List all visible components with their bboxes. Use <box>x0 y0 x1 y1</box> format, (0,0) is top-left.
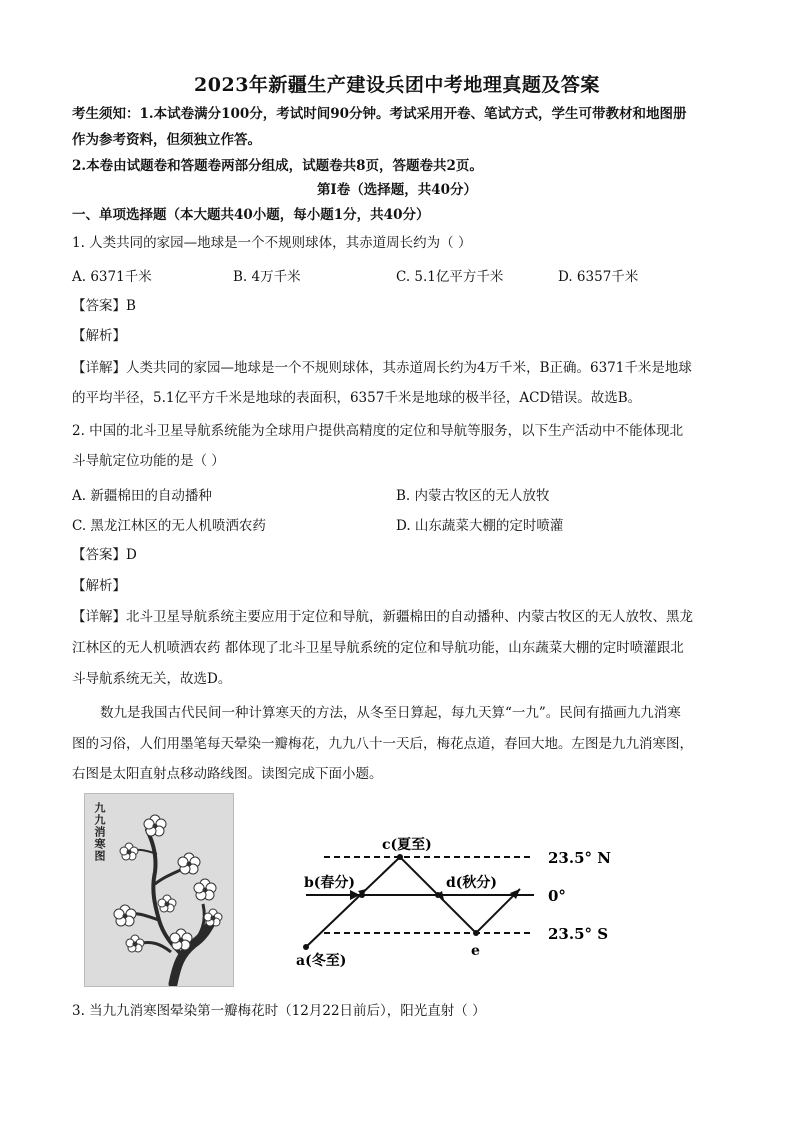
q1-stem: 1. 人类共同的家园—地球是一个不规则球体，其赤道周长约为（ ） <box>72 235 472 251</box>
q2-option-d: D. 山东蔬菜大棚的定时喷灌 <box>396 518 564 534</box>
passage-line-2: 图的习俗，人们用墨笔每天晕染一瓣梅花，九九八十一天后，梅花点道，春回大地。左图是九九消寒图， <box>72 736 693 752</box>
part1-title: 一、单项选择题（本大题共40小题，每小题1分，共40分） <box>72 207 430 223</box>
label-e: e <box>471 943 480 959</box>
passage-line-3: 右图是太阳直射点移动路线图。读图完成下面小题。 <box>72 766 383 782</box>
q2-option-a: A. 新疆棉田的自动播种 <box>72 488 212 504</box>
lat-north-label: 23.5° N <box>548 849 611 867</box>
q1-answer: 【答案】B <box>72 298 136 314</box>
figure-left-caption: 九九消寒图 <box>93 802 106 862</box>
q3-stem: 3. 当九九消寒图晕染第一瓣梅花时（12月22日前后），阳光直射（ ） <box>72 1003 486 1019</box>
plum-blossom-icon <box>85 794 233 986</box>
label-a: a(冬至) <box>296 953 347 969</box>
q2-answer: 【答案】D <box>72 547 137 563</box>
lat-equator-label: 0° <box>548 887 566 905</box>
q1-option-a: A. 6371千米 <box>72 269 152 285</box>
lat-south-label: 23.5° S <box>548 925 609 943</box>
q2-option-c: C. 黑龙江林区的无人机喷洒农药 <box>72 518 266 534</box>
q2-stem-line-2: 斗导航定位功能的是（ ） <box>72 453 225 469</box>
notice-line-3: 2.本卷由试题卷和答题卷两部分组成，试题卷共8页，答题卷共2页。 <box>72 158 483 174</box>
q2-option-b: B. 内蒙古牧区的无人放牧 <box>396 488 550 504</box>
label-d: d(秋分) <box>446 875 498 891</box>
point-e <box>473 930 479 936</box>
notice-line-1: 考生须知：1.本试卷满分100分，考试时间90分钟。考试采用开卷、笔试方式，学生可带教材和地图册 <box>72 106 687 122</box>
q2-detail-line-2: 江林区的无人机喷洒农药 都体现了北斗卫星导航系统的定位和导航功能，山东蔬菜大棚的定时喷灌跟北 <box>72 640 684 656</box>
q1-option-c: C. 5.1亿平方千米 <box>396 269 504 285</box>
sun-path-svg <box>296 825 636 975</box>
section-title: 第Ⅰ卷（选择题，共40分） <box>316 182 478 198</box>
q2-detail-line-3: 斗导航系统无关，故选D。 <box>72 671 232 687</box>
q2-detail-line-1: 【详解】北斗卫星导航系统主要应用于定位和导航，新疆棉田的自动播种、内蒙古牧区的无人放牧、黑龙 <box>72 609 693 625</box>
q2-stem-line-1: 2. 中国的北斗卫星导航系统能为全球用户提供高精度的定位和导航等服务，以下生产活动中不能体现北 <box>72 423 684 439</box>
notice-line-2: 作为参考资料，但须独立作答。 <box>72 132 261 148</box>
point-a <box>303 944 309 950</box>
passage-line-1: 数九是我国古代民间一种计算寒天的方法，从冬至日算起，每九天算“一九”。民间有描画九九消寒 <box>100 705 681 721</box>
page-title: 2023年新疆生产建设兵团中考地理真题及答案 <box>194 74 600 96</box>
point-c <box>397 854 403 860</box>
point-d <box>435 892 441 898</box>
point-b <box>359 892 365 898</box>
q2-analysis-label: 【解析】 <box>72 578 126 594</box>
q1-analysis-label: 【解析】 <box>72 328 126 344</box>
sun-path-diagram <box>296 825 636 975</box>
label-b: b(春分) <box>304 875 356 891</box>
q1-option-d: D. 6357千米 <box>558 269 639 285</box>
q1-detail-line-2: 的平均半径，5.1亿平方千米是地球的表面积，6357千米是地球的极半径，ACD错误。故选B。 <box>72 390 642 406</box>
nine-nines-chart-figure <box>84 793 234 987</box>
q1-detail-line-1: 【详解】人类共同的家园—地球是一个不规则球体，其赤道周长约为4万千米，B正确。6371千米是地球 <box>72 360 692 376</box>
label-c: c(夏至) <box>382 837 432 853</box>
q1-option-b: B. 4万千米 <box>233 269 301 285</box>
